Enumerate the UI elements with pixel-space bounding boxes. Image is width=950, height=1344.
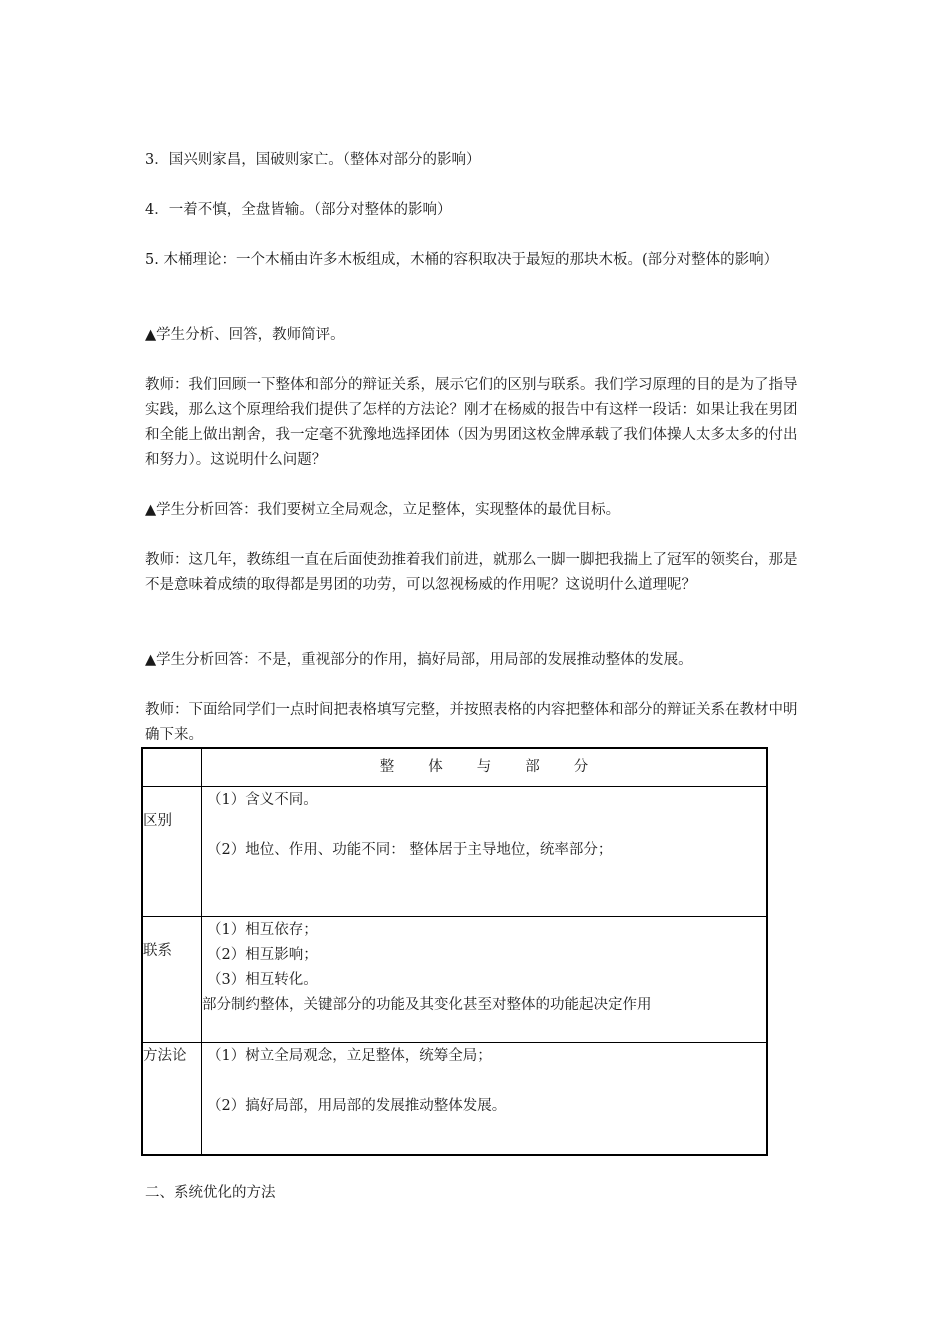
row-label: 方法论 (143, 1048, 187, 1064)
teacher-speech-1: 教师：我们回顾一下整体和部分的辩证关系，展示它们的区别与联系。我们学习原理的目的是为了指导实践，那么这个原理给我们提供了怎样的方法论？刚才在杨威的报告中有这样一段话：如果让我在男团和全能上做出割舍，我一定毫不犹豫地选择团体（因为男团这枚金牌承载了我们体操人太多太多的付出和努力）。这说明什么问题？ (145, 377, 798, 468)
row-label-cell (142, 917, 202, 1043)
table-corner-cell (142, 748, 202, 787)
whole-part-table (141, 747, 768, 1156)
table-header-row (142, 748, 767, 787)
header-char: 体 (428, 759, 443, 775)
row-label: 联系 (143, 943, 172, 959)
table-row-methodology (142, 1043, 767, 1155)
content-line: （2）相互影响； (207, 947, 318, 963)
content-line: 部分制约整体，关键部分的功能及其变化甚至对整体的功能起决定作用 (202, 997, 652, 1013)
table-header-cell (202, 748, 768, 787)
row-label-cell (142, 1043, 202, 1155)
teacher-speech-2: 教师：这几年，教练组一直在后面使劲推着我们前进，就那么一脚一脚把我揣上了冠军的领奖台，那是不是意味着成绩的取得都是男团的功劳，可以忽视杨威的作用呢？这说明什么道理呢？ (145, 552, 798, 593)
table-row-connection (142, 917, 767, 1043)
student-answer-2: ▲学生分析回答：我们要树立全局观念，立足整体，实现整体的最优目标。 (145, 502, 621, 518)
teacher-speech-3: 教师：下面给同学们一点时间把表格填写完整，并按照表格的内容把整体和部分的辩证关系在教材中明确下来。 (145, 702, 798, 743)
row-content-cell (202, 1043, 768, 1155)
content-line-blank (207, 813, 766, 838)
student-answer-3: ▲学生分析回答：不是，重视部分的作用，搞好局部，用局部的发展推动整体的发展。 (145, 652, 693, 668)
student-answer-1: ▲学生分析、回答，教师简评。 (145, 327, 345, 343)
content-line: （1）含义不同。 (207, 792, 318, 808)
content-line: （2）搞好局部，用局部的发展推动整体发展。 (207, 1098, 507, 1114)
content-line: （1）相互依存； (207, 922, 318, 938)
table-row-difference (142, 787, 767, 917)
row-label-cell (142, 787, 202, 917)
header-char: 部 (525, 759, 540, 775)
content-line: （2）地位、作用、功能不同： 整体居于主导地位，统率部分； (207, 842, 613, 858)
row-content-cell (202, 917, 768, 1043)
row-content-cell (202, 787, 768, 917)
paragraph-4: 4．一着不慎，全盘皆输。（部分对整体的影响） (145, 202, 452, 218)
paragraph-5: 5. 木桶理论：一个木桶由许多木板组成，木桶的容积取决于最短的那块木板。(部分对整体的影响） (145, 252, 779, 268)
row-label: 区别 (143, 813, 172, 829)
paragraph-3: 3．国兴则家昌，国破则家亡。（整体对部分的影响） (145, 152, 481, 168)
content-line: （1）树立全局观念，立足整体，统筹全局； (207, 1048, 492, 1064)
content-line: （3）相互转化。 (207, 972, 318, 988)
section-heading: 二、系统优化的方法 (145, 1185, 276, 1201)
header-char: 整 (379, 759, 395, 775)
header-char: 与 (476, 759, 492, 775)
content-line-blank (207, 1069, 766, 1094)
header-char: 分 (573, 759, 589, 775)
